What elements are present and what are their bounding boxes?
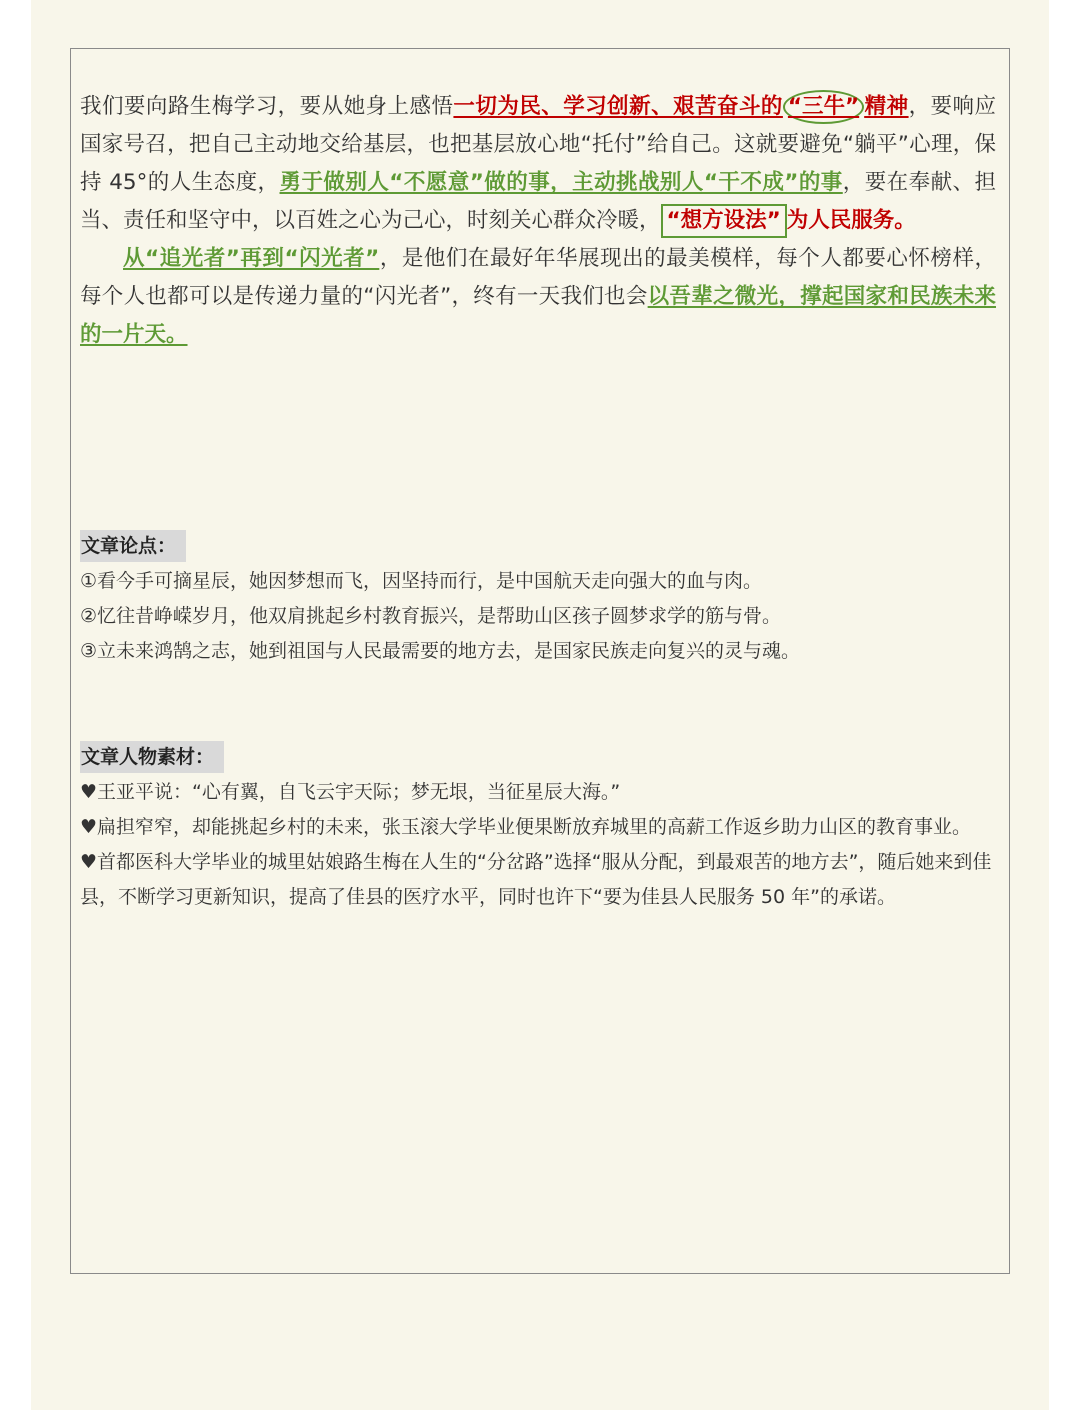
argument-points-section — [80, 529, 1004, 669]
boxed-phrase: “想方设法” — [661, 204, 787, 238]
list-item: ①看今手可摘星辰，她因梦想而飞，因坚持而行，是中国航天走向强大的血与肉。 — [80, 570, 763, 592]
section-title: 文章人物素材： — [80, 741, 224, 773]
essay-text: ，是他们在最好年华展现出的最美模样，每个人都要心怀榜样，每个人也都可以是传递力量的“闪光者”，终有一天我们也会 — [80, 246, 996, 309]
list-item: ♥王亚平说：“心有翼，自飞云宇天际；梦无垠，当征星辰大海。” — [80, 781, 621, 803]
essay-text: 我们要向路生梅学习，要从她身上感悟 — [80, 94, 454, 119]
highlight-green: 从“追光者”再到“闪光者” — [123, 246, 380, 271]
essay-text: ，要在奉献、担当、责任和坚守中，以百姓之心为己心，时刻关心群众冷暖， — [80, 170, 996, 233]
essay-paragraph-1 — [80, 88, 996, 240]
list-item: ③立未来鸿鹄之志，她到祖国与人民最需要的地方去，是国家民族走向复兴的灵与魂。 — [80, 640, 801, 662]
list-item: ♥首都医科大学毕业的城里姑娘路生梅在人生的“分岔路”选择“服从分配，到最艰苦的地方去”，随后她来到佳县，不断学习更新知识，提高了佳县的医疗水平，同时也许下“要为佳县人民服务 50 年”的承诺。 — [80, 851, 992, 908]
highlight-green: 以吾辈之微光，撑起国家和民族未来的一片天。 — [80, 284, 996, 347]
list-item: ②忆往昔峥嵘岁月，他双肩挑起乡村教育振兴，是帮助山区孩子圆梦求学的筋与骨。 — [80, 605, 782, 627]
highlight-red: 一切为民、学习创新、艰苦奋斗的 — [453, 94, 783, 119]
essay-excerpt — [80, 88, 996, 354]
circled-phrase: “三牛” — [783, 90, 864, 124]
highlight-red: 精神 — [864, 94, 909, 119]
highlight-green: 勇于做别人“不愿意”做的事，主动挑战别人“干不成”的事 — [279, 170, 843, 195]
highlight-red: 为人民服务。 — [786, 208, 916, 233]
list-item: ♥扁担窄窄，却能挑起乡村的未来，张玉滚大学毕业便果断放弃城里的高薪工作返乡助力山区的教育事业。 — [80, 816, 972, 838]
essay-text: ，要响应国家号召，把自己主动地交给基层，也把基层放心地“托付”给自己。这就要避免“躺平”心理，保持 45°的人生态度， — [80, 94, 996, 195]
essay-paragraph-2 — [80, 240, 996, 354]
character-materials-section — [80, 740, 1004, 915]
section-title: 文章论点： — [80, 530, 186, 562]
